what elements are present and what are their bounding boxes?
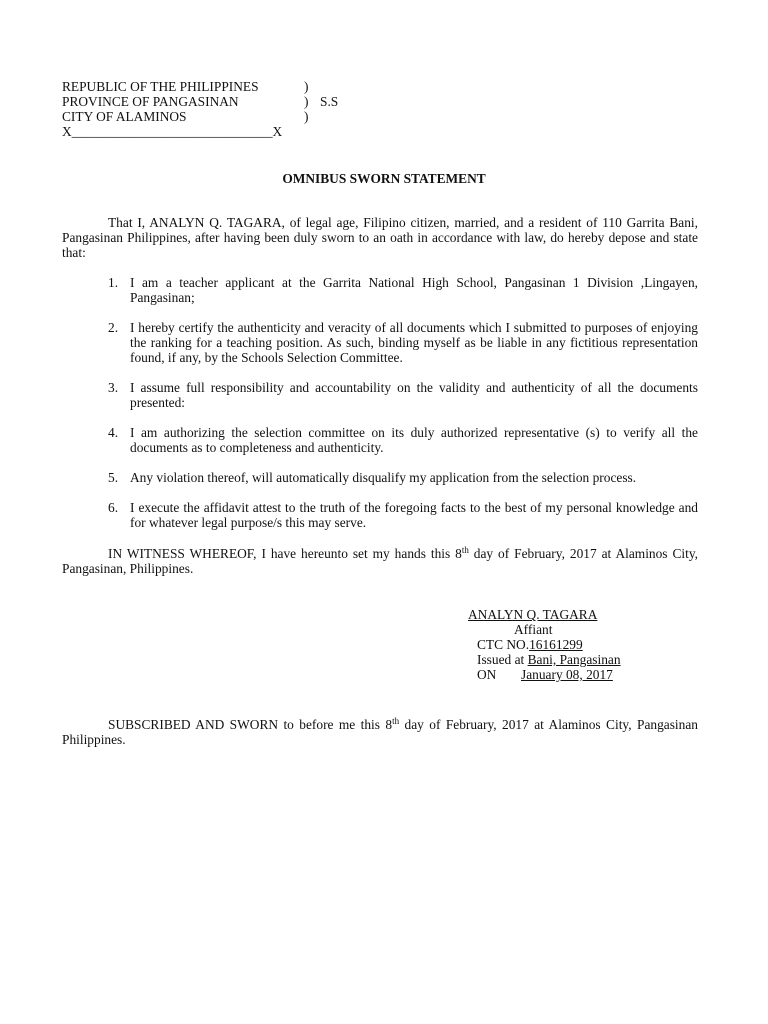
- issued-label: Issued at: [477, 652, 528, 667]
- list-item-number: 1.: [108, 275, 119, 290]
- list-item: [62, 425, 698, 455]
- ctc-label: CTC NO.: [477, 637, 530, 652]
- header-paren: ): [304, 79, 309, 94]
- affiant-role: Affiant: [514, 622, 553, 637]
- signature-role-line: [468, 622, 668, 637]
- sworn-ordinal-suffix: th: [392, 716, 400, 726]
- ctc-number: 16161299: [529, 637, 583, 652]
- header-x-line: X______________________________X: [62, 124, 283, 139]
- list-item-number: 3.: [108, 380, 119, 395]
- on-label: ON: [477, 667, 497, 682]
- document-title: OMNIBUS SWORN STATEMENT: [282, 171, 486, 186]
- list-item: [62, 470, 698, 485]
- sworn-text-before: SUBSCRIBED AND SWORN to before me this 8: [108, 717, 393, 732]
- list-item-text: I hereby certify the authenticity and veracity of all documents which I submitted to purposes of enjoying the ranking for a teaching position. As such, binding myself as be liable in any fictitious representation found, if any, by the Schools Selection Committee.: [130, 320, 698, 365]
- intro-paragraph: That I, ANALYN Q. TAGARA, of legal age, Filipino citizen, married, and a resident of 110 Garrita Bani, Pangasinan Philippines, after having been duly sworn to an oath in accordance with law, do hereby depose and state that:: [62, 215, 698, 260]
- header-city: CITY OF ALAMINOS: [62, 109, 187, 124]
- list-item-text: Any violation thereof, will automatically disqualify my application from the selection process.: [130, 470, 637, 485]
- statement-list: [62, 275, 698, 545]
- list-item: [62, 275, 698, 305]
- header-ss: S.S: [320, 94, 339, 109]
- list-item: [62, 380, 698, 410]
- header-paren: ): [304, 94, 309, 109]
- header-row-republic: [62, 79, 362, 94]
- witness-text-before: IN WITNESS WHEREOF, I have hereunto set my hands this 8: [108, 546, 462, 561]
- list-item: [62, 500, 698, 530]
- witness-paragraph: [62, 546, 698, 576]
- sworn-text-after: day of February, 2017 at Alaminos City, Pangasinan Philippines.: [62, 717, 698, 747]
- list-item-text: I execute the affidavit attest to the truth of the foregoing facts to the best of my personal knowledge and for whatever legal purpose/s this may serve.: [130, 500, 698, 530]
- list-item-number: 4.: [108, 425, 119, 440]
- list-item-text: I am a teacher applicant at the Garrita National High School, Pangasinan 1 Division ,Lingayen, Pangasinan;: [130, 275, 698, 305]
- issued-place: Bani, Pangasinan: [527, 652, 621, 667]
- on-date: January 08, 2017: [521, 667, 613, 682]
- witness-ordinal-suffix: th: [461, 545, 469, 555]
- signature-block: [468, 607, 668, 682]
- issued-line: [468, 652, 668, 667]
- signature-name-line: [468, 607, 668, 622]
- header-province: PROVINCE OF PANGASINAN: [62, 94, 239, 109]
- witness-text-after: day of February, 2017 at Alaminos City, Pangasinan, Philippines.: [62, 546, 698, 576]
- jurisdiction-header: [62, 79, 362, 139]
- list-item-number: 2.: [108, 320, 119, 335]
- affiant-name: ANALYN Q. TAGARA: [468, 607, 598, 622]
- list-item-number: 6.: [108, 500, 119, 515]
- list-item: [62, 320, 698, 365]
- header-paren: ): [304, 109, 309, 124]
- subscribed-paragraph: [62, 717, 698, 747]
- list-item-number: 5.: [108, 470, 119, 485]
- header-republic: REPUBLIC OF THE PHILIPPINES: [62, 79, 259, 94]
- header-row-city: [62, 109, 362, 124]
- list-item-text: I am authorizing the selection committee on its duly authorized representative (s) to verify all the documents as to completeness and authenticity.: [130, 425, 698, 455]
- ctc-line: [468, 637, 668, 652]
- on-line: [468, 667, 668, 682]
- header-row-province: [62, 94, 362, 109]
- list-item-text: I assume full responsibility and accountability on the validity and authenticity of all the documents presented:: [130, 380, 698, 410]
